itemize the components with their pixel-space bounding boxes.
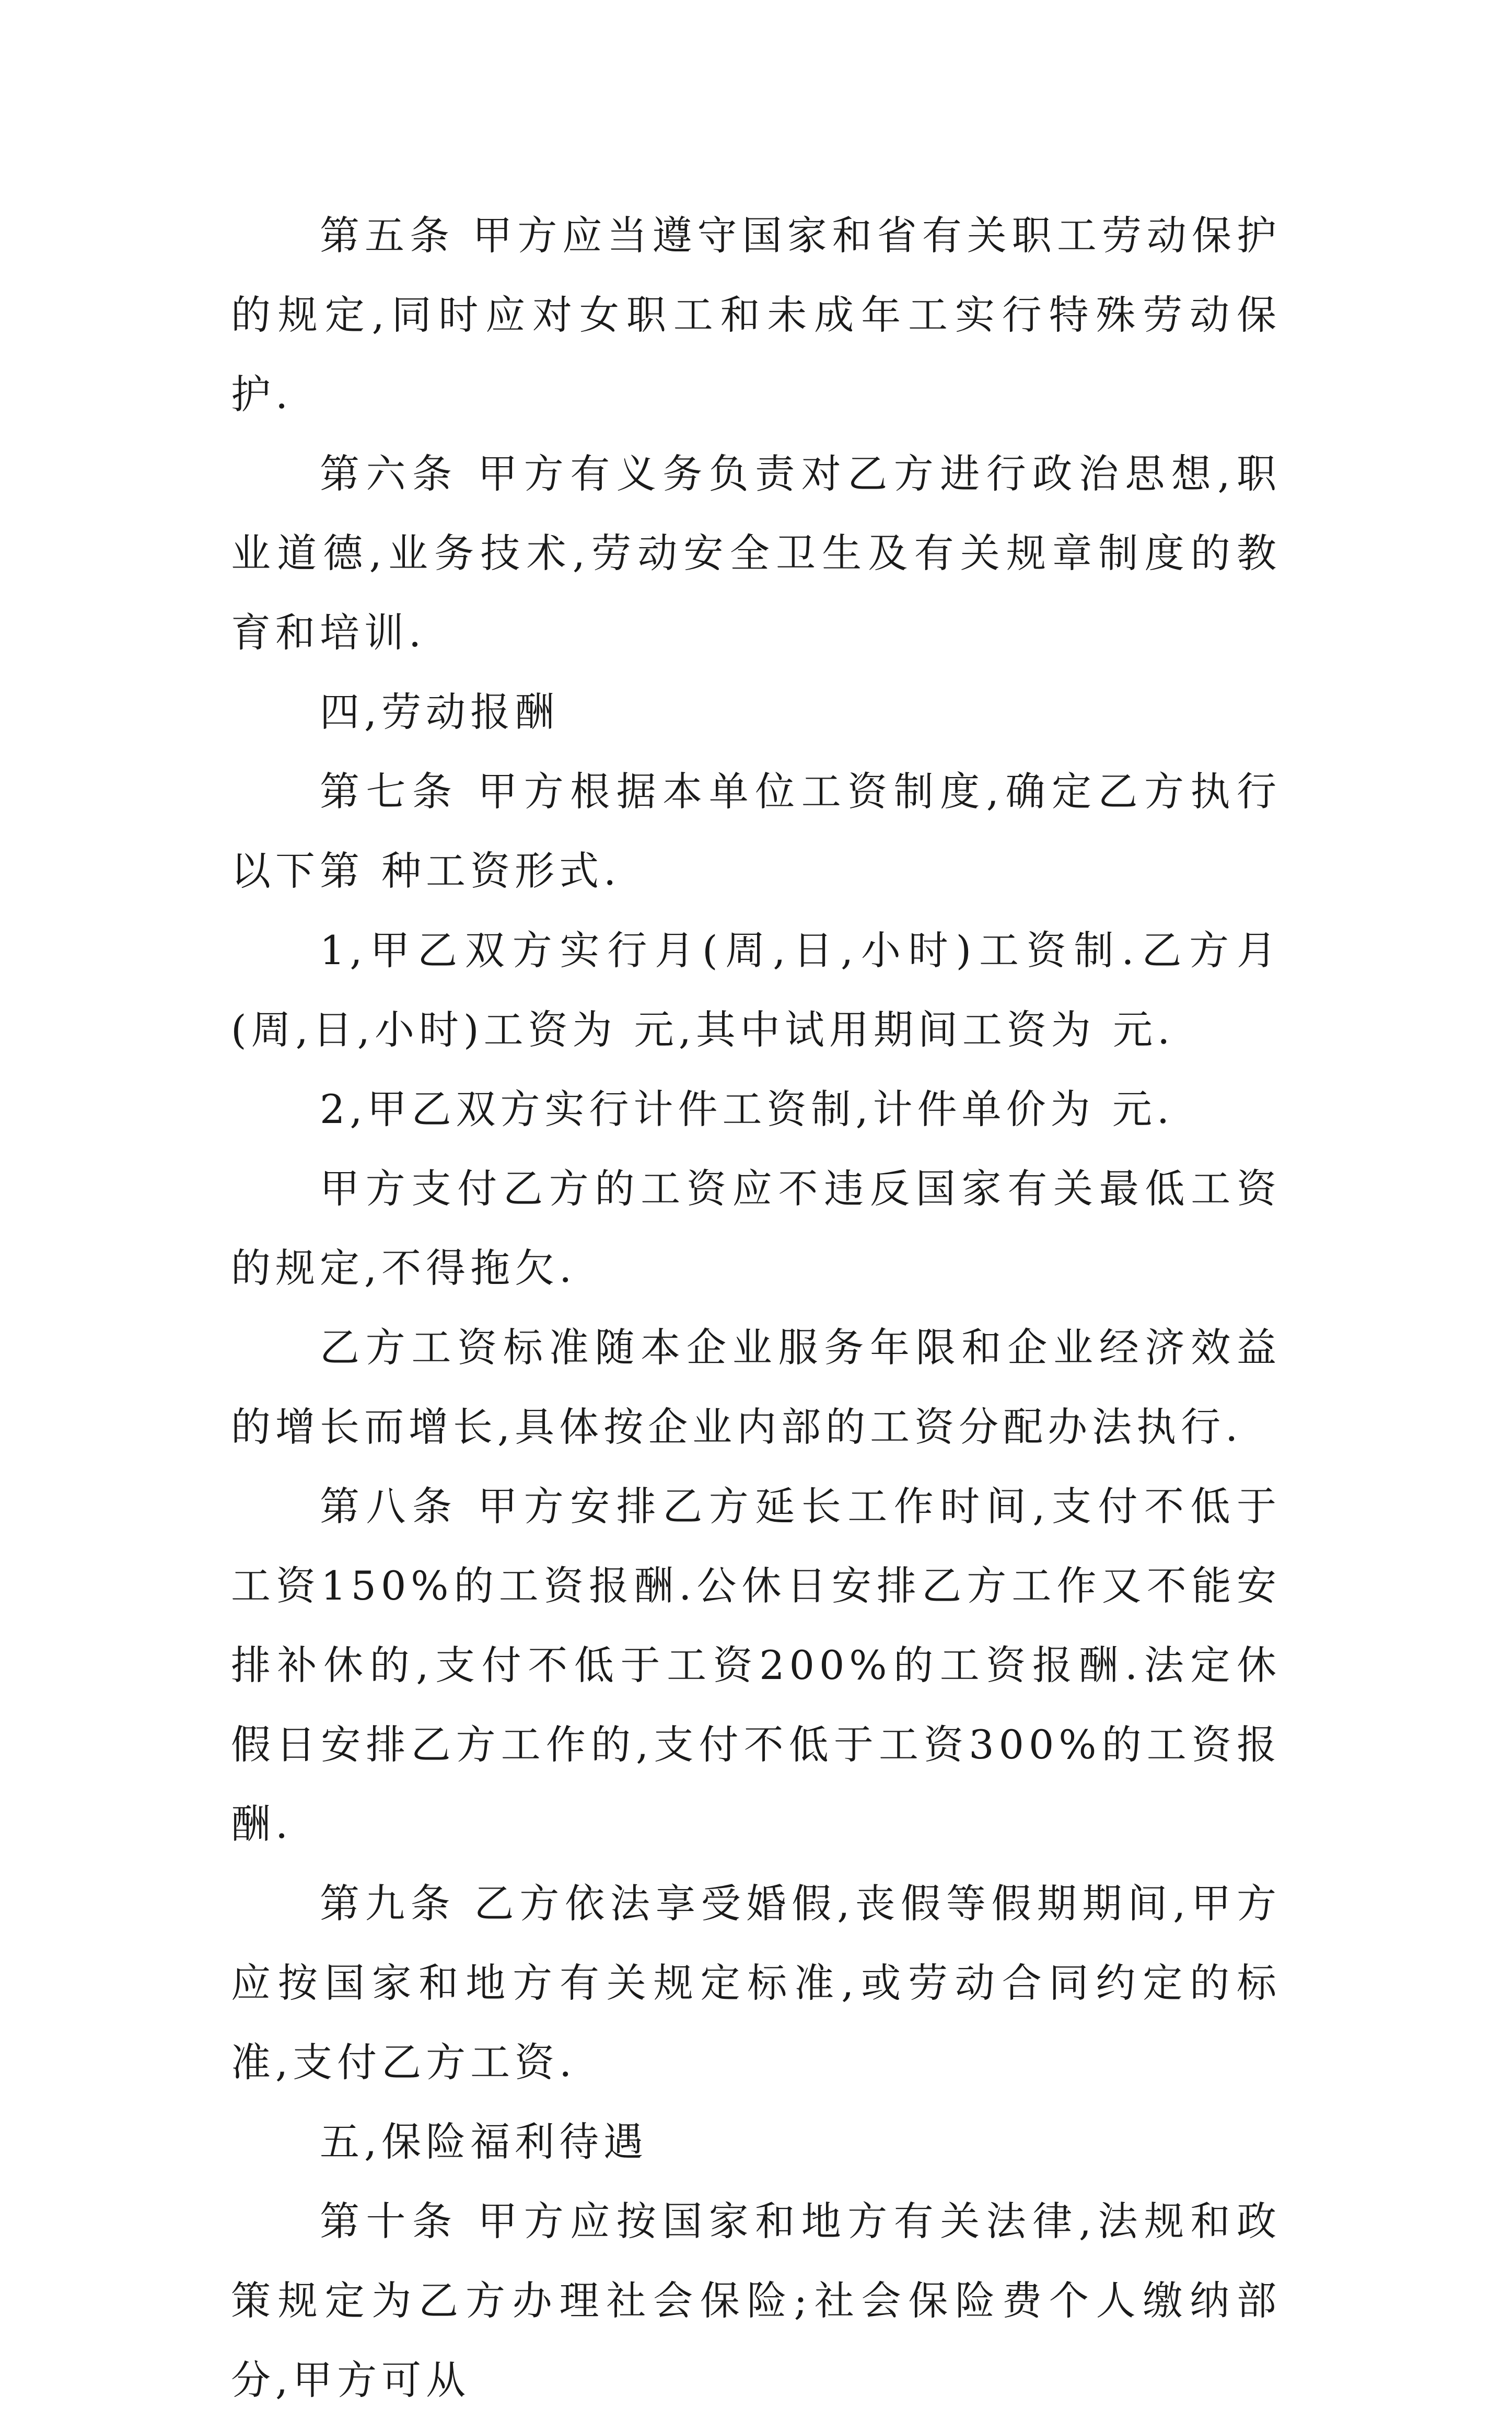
article-5-paragraph: 第五条 甲方应当遵守国家和省有关职工劳动保护的规定,同时应对女职工和未成年工实行特殊劳动保护.: [231, 212, 1281, 418]
wage-option-1-paragraph: 1,甲乙双方实行月(周,日,小时)工资制.乙方月(周,日,小时)工资为 元,其中试用期间工资为 元.: [231, 927, 1281, 1053]
section-5-heading: 五,保险福利待遇: [320, 2118, 648, 2165]
minimum-wage-paragraph: 甲方支付乙方的工资应不违反国家有关最低工资的规定,不得拖欠.: [231, 1165, 1281, 1291]
article-9-paragraph: 第九条 乙方依法享受婚假,丧假等假期期间,甲方应按国家和地方有关规定标准,或劳动合同约定的标准,支付乙方工资.: [231, 1880, 1281, 2086]
wage-growth-paragraph: 乙方工资标准随本企业服务年限和企业经济效益的增长而增长,具体按企业内部的工资分配办法执行.: [231, 1324, 1281, 1450]
article-7-paragraph: 第七条 甲方根据本单位工资制度,确定乙方执行以下第 种工资形式.: [231, 768, 1281, 894]
article-10-paragraph: 第十条 甲方应按国家和地方有关法律,法规和政策规定为乙方办理社会保险;社会保险费个人缴纳部分,甲方可从: [231, 2198, 1281, 2403]
wage-option-2-paragraph: 2,甲乙双方实行计件工资制,计件单价为 元.: [320, 1086, 1174, 1132]
article-8-paragraph: 第八条 甲方安排乙方延长工作时间,支付不低于工资150%的工资报酬.公休日安排乙方工作又不能安排补休的,支付不低于工资200%的工资报酬.法定休假日安排乙方工作的,支付不低于工资300%的工资报酬.: [231, 1483, 1281, 1847]
section-4-heading: 四,劳动报酬: [320, 689, 560, 735]
document-body: [231, 196, 1281, 2420]
article-6-paragraph: 第六条 甲方有义务负责对乙方进行政治思想,职业道德,业务技术,劳动安全卫生及有关规章制度的教育和培训.: [231, 450, 1281, 656]
